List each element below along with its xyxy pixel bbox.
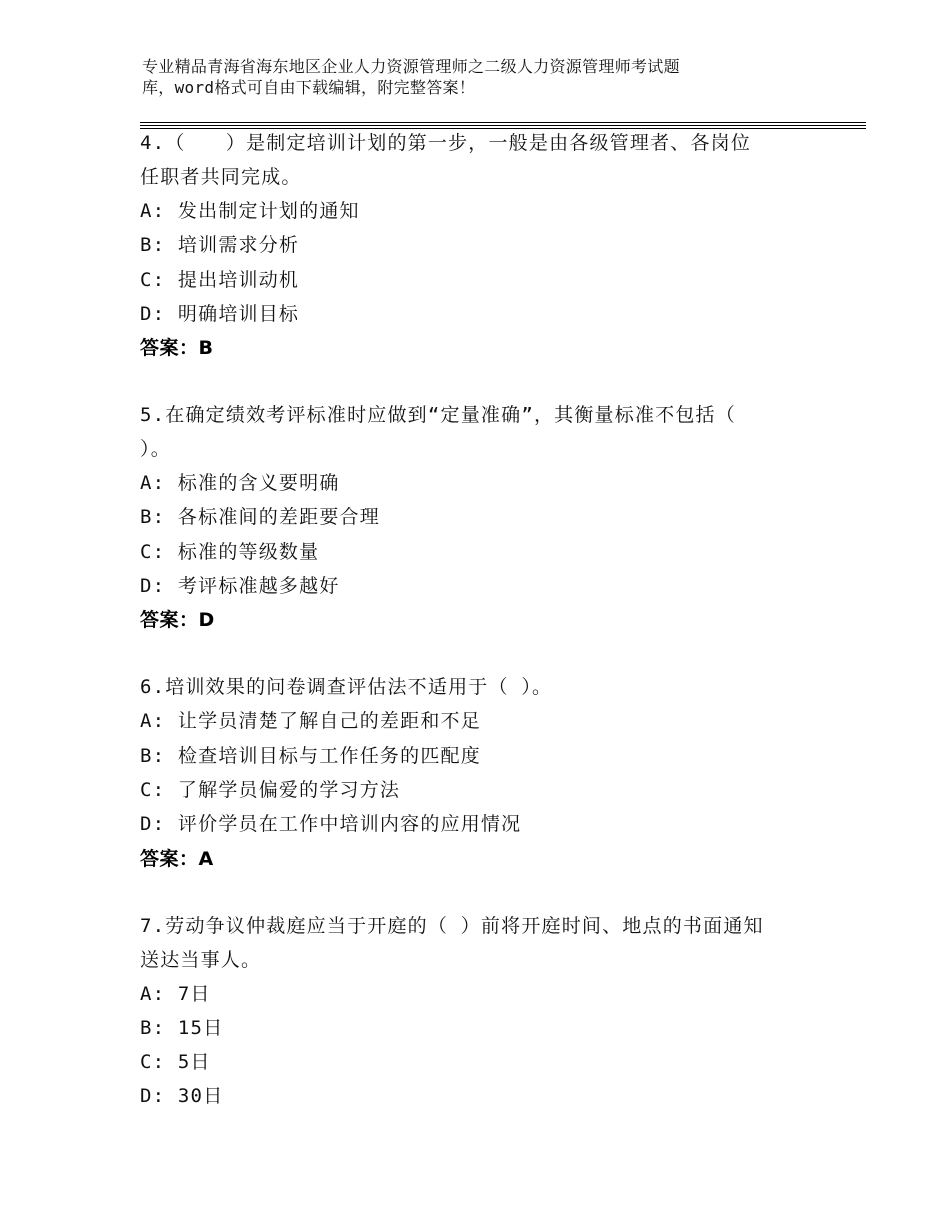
option-b: B: 检查培训目标与工作任务的匹配度 [140, 744, 481, 767]
header-line-1: 专业精品青海省海东地区企业人力资源管理师之二级人力资源管理师考试题 [142, 57, 680, 76]
option-c: C: 了解学员偏爱的学习方法 [140, 778, 401, 801]
question-stem-line: 5.在确定绩效考评标准时应做到“定量准确”，其衡量标准不包括（ [140, 404, 736, 427]
question-item [140, 126, 830, 365]
option-b: B: 15日 [140, 1016, 224, 1039]
option-d: D: 明确培训目标 [140, 302, 300, 325]
question-stem-line: 6.培训效果的问卷调查评估法不适用于（ ）。 [140, 676, 553, 699]
option-d: D: 30日 [140, 1085, 224, 1108]
question-stem [140, 126, 830, 194]
document-header [142, 56, 822, 98]
question-stem [140, 670, 830, 704]
option-c: C: 5日 [140, 1051, 211, 1074]
option-b: B: 各标准间的差距要合理 [140, 506, 380, 529]
option-a: A: 7日 [140, 982, 211, 1005]
answer-line: 答案：A [140, 847, 214, 870]
question-stem-line: 送达当事人。 [140, 948, 262, 971]
option-a: A: 让学员清楚了解自己的差距和不足 [140, 710, 481, 733]
question-stem [140, 398, 830, 466]
option-d: D: 评价学员在工作中培训内容的应用情况 [140, 813, 522, 836]
question-spacer [140, 876, 830, 909]
header-line-2: 库，word格式可自由下载编辑，附完整答案！ [142, 78, 476, 97]
question-item [140, 670, 830, 875]
option-c: C: 提出培训动机 [140, 268, 300, 291]
question-spacer [140, 637, 830, 670]
option-a: A: 发出制定计划的通知 [140, 200, 360, 222]
question-item [140, 398, 830, 637]
option-b: B: 培训需求分析 [140, 234, 300, 257]
question-stem-line: 4.（ ）是制定培训计划的第一步，一般是由各级管理者、各岗位 [140, 132, 752, 154]
answer-line: 答案：D [140, 609, 215, 632]
question-item [140, 909, 830, 1114]
option-d: D: 考评标准越多越好 [140, 575, 340, 598]
question-stem-line: 任职者共同完成。 [140, 166, 302, 188]
question-list [140, 126, 830, 1114]
question-stem-line: ）。 [140, 438, 171, 461]
question-stem [140, 909, 830, 977]
question-spacer [140, 365, 830, 398]
divider-line [140, 122, 866, 123]
answer-line: 答案：B [140, 337, 214, 360]
option-c: C: 标准的等级数量 [140, 540, 320, 563]
option-a: A: 标准的含义要明确 [140, 472, 340, 495]
question-stem-line: 7.劳动争议仲裁庭应当于开庭的（ ）前将开庭时间、地点的书面通知 [140, 914, 764, 937]
